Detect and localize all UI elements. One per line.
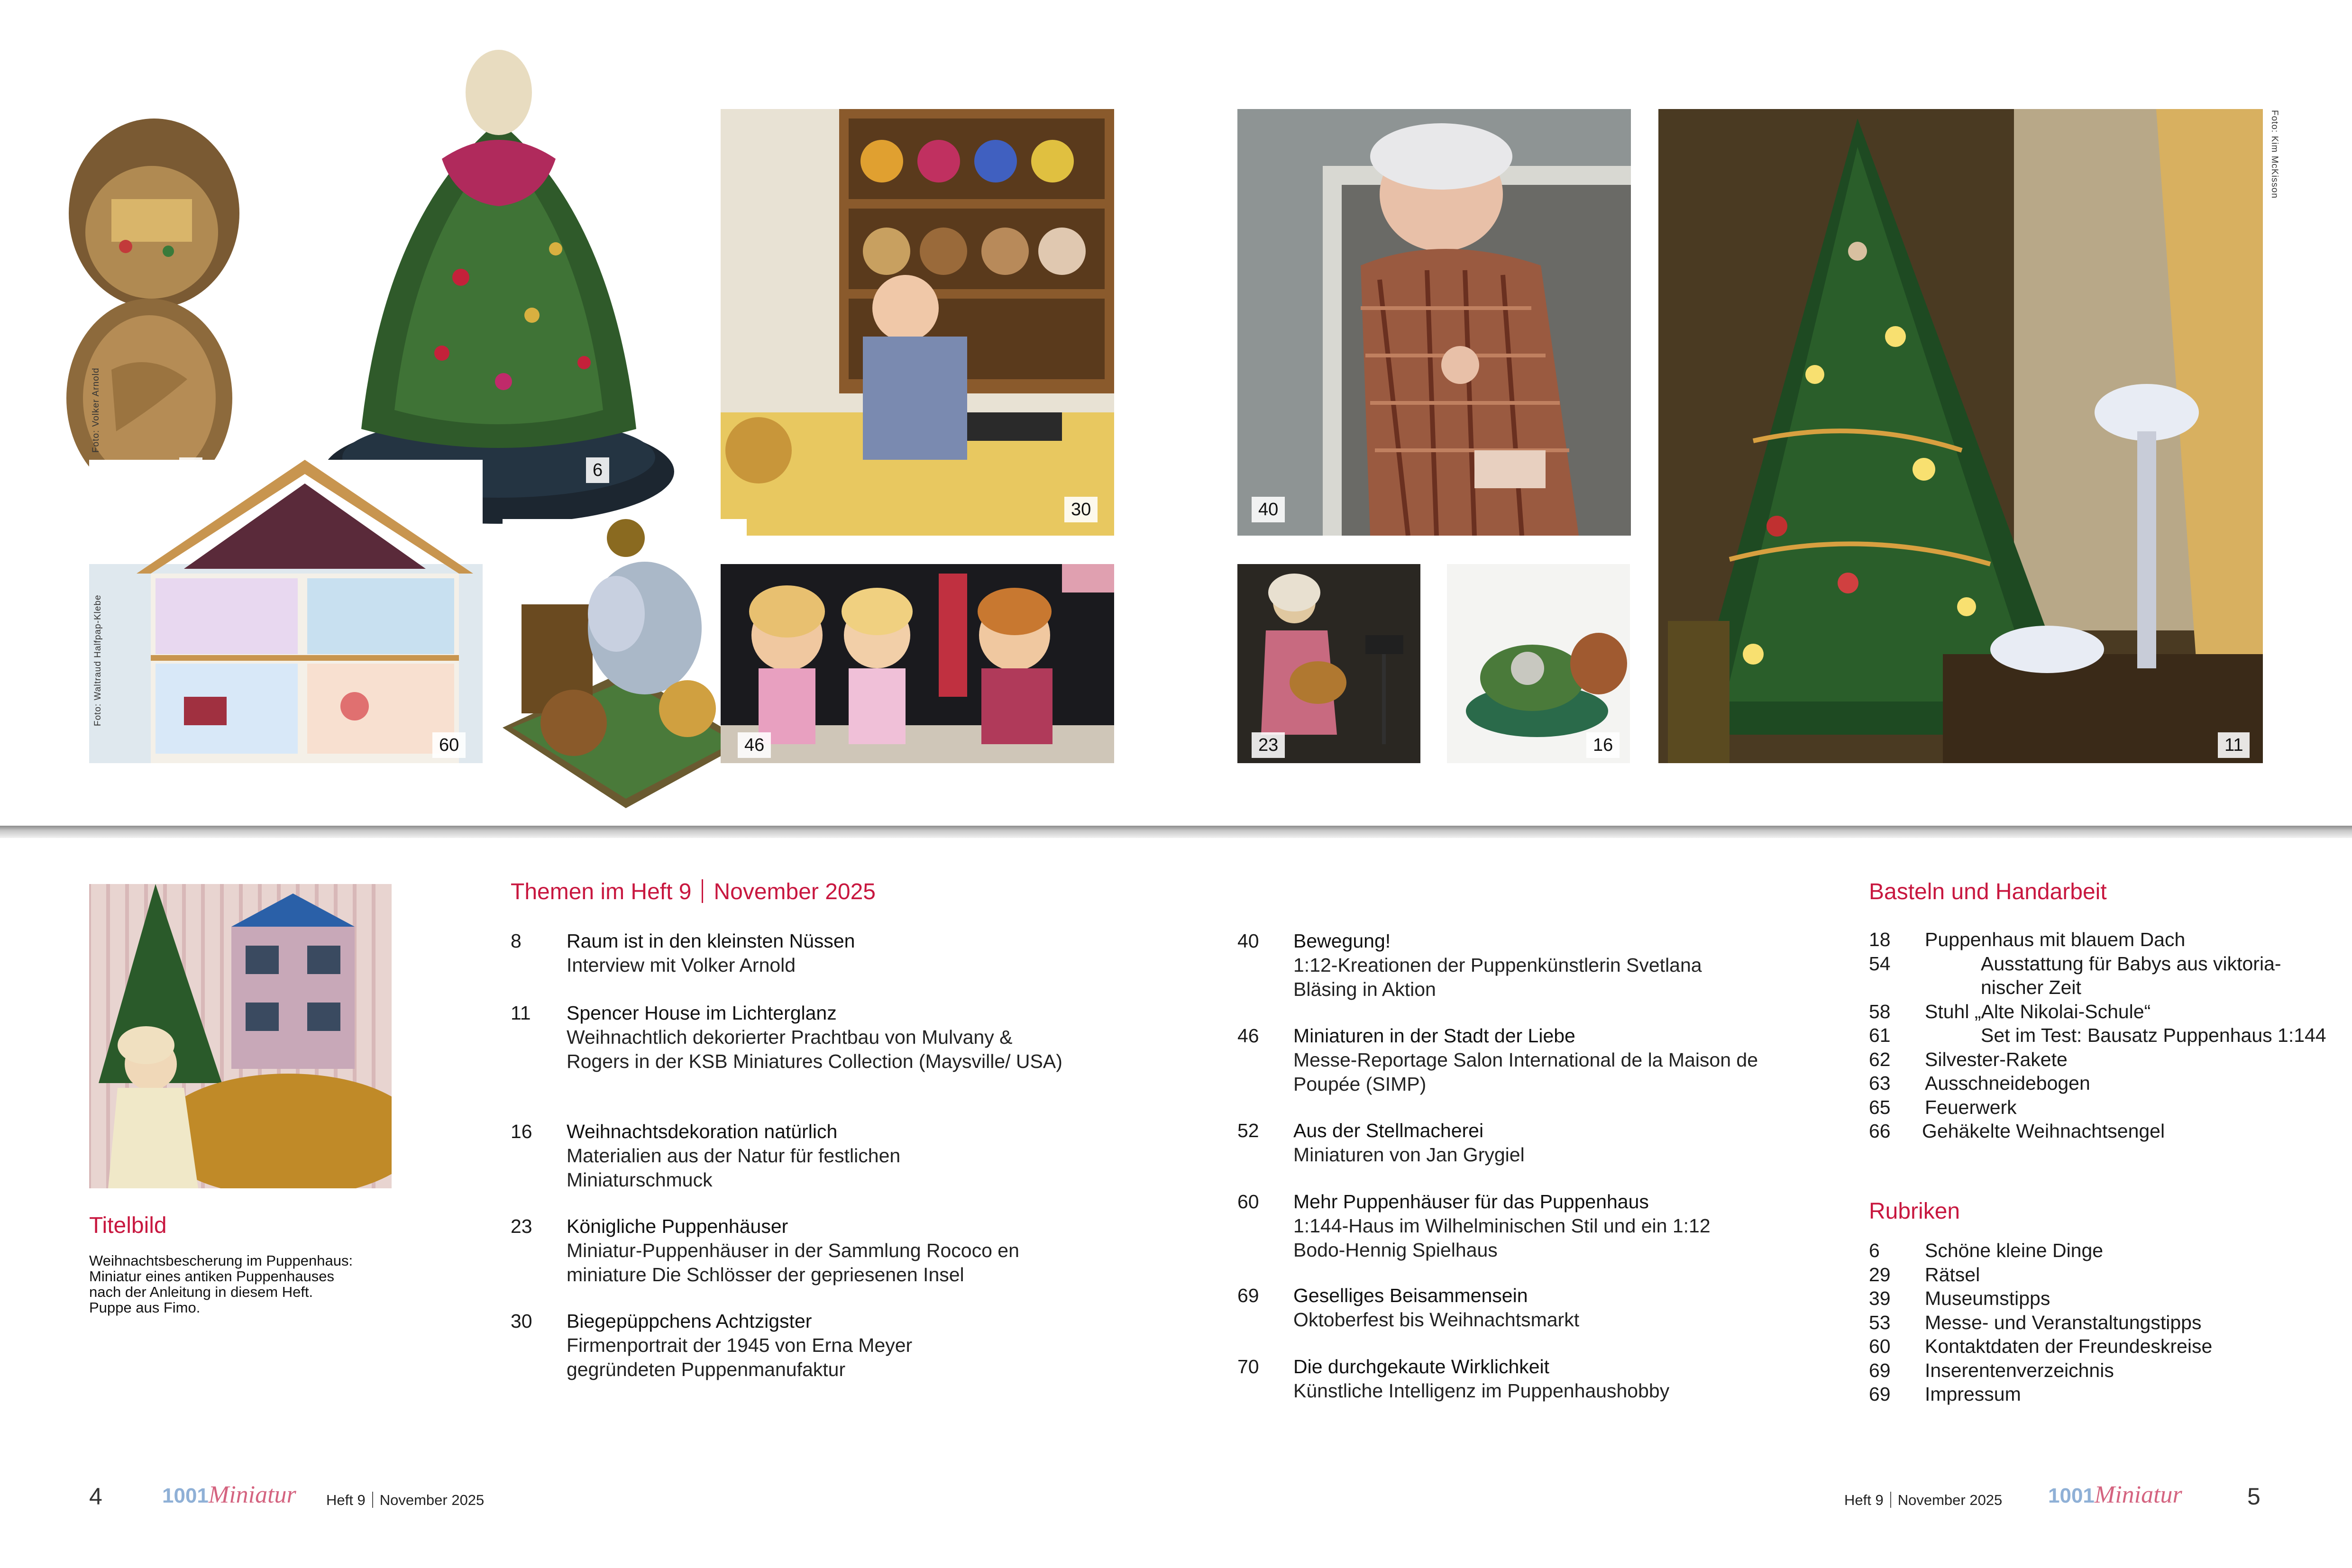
toc-description: Messe-Reportage Salon International de la Maison de Poupée (SIMP): [1293, 1049, 1758, 1095]
heading-separator: [702, 879, 703, 903]
item-page-number: 69: [1869, 1359, 1891, 1381]
basteln-item[interactable]: [1869, 1023, 2326, 1048]
basteln-list: [1869, 928, 2326, 1143]
cover-thumbnail: [89, 884, 392, 1188]
toc-page-number: 69: [1237, 1285, 1259, 1306]
photo-dollhouse: [89, 460, 483, 763]
rubriken-heading: Rubriken: [1869, 1199, 1960, 1224]
item-label: Impressum: [1925, 1383, 2021, 1405]
footer-issue: Heft 9: [326, 1492, 366, 1508]
cover-heading: Titelbild: [89, 1213, 167, 1238]
item-page-number: 18: [1869, 929, 1891, 950]
toc-description: Oktoberfest bis Weihnachtsmarkt: [1293, 1309, 1580, 1331]
photo-page-tag: 60: [432, 732, 466, 758]
cover-caption: [89, 1253, 421, 1315]
item-label: Schöne kleine Dinge: [1925, 1240, 2104, 1261]
item-label: Gehäkelte Weihnachtsengel: [1922, 1120, 2165, 1142]
toc-description: 1:12-Kreationen der Puppenkünstlerin Svetlana Bläsing in Aktion: [1293, 954, 1702, 1000]
footer-date: November 2025: [379, 1492, 485, 1508]
toc-title: Aus der Stellmacherei: [1293, 1120, 1484, 1141]
photo-page-tag: 40: [1252, 497, 1285, 522]
toc-page-number: 60: [1237, 1191, 1259, 1212]
photo-page-tag: 46: [738, 732, 771, 758]
basteln-item[interactable]: [1869, 928, 2305, 952]
photo-dolls: [721, 564, 1114, 763]
item-label: Puppenhaus mit blauem Dach: [1925, 929, 2186, 950]
photo-teddy-shelf: [721, 109, 1114, 536]
photo-page-tag: 6: [586, 457, 609, 483]
item-page-number: 66: [1869, 1120, 1891, 1142]
cover-caption-line: Miniatur eines antiken Puppenhauses: [89, 1268, 335, 1285]
item-label: Feuerwerk: [1925, 1096, 2017, 1118]
toc-heading-date: November 2025: [714, 879, 876, 904]
page-number-left: 4: [89, 1483, 102, 1510]
footer-date: November 2025: [1897, 1492, 2003, 1508]
basteln-item[interactable]: [1869, 1071, 2305, 1095]
item-page-number: 54: [1869, 952, 1891, 975]
rubriken-item[interactable]: [1869, 1286, 2305, 1311]
toc-description: 1:144-Haus im Wilhelminischen Stil und ein 1:12 Bodo-Hennig Spielhaus: [1293, 1215, 1711, 1261]
magazine-logo: [162, 1481, 296, 1509]
photo-elephant: [503, 519, 747, 808]
photo-christmas-tree: [1658, 109, 2263, 763]
rubriken-item[interactable]: [1869, 1311, 2305, 1335]
footer-issue: Heft 9: [1844, 1492, 1884, 1508]
toc-page-number: 16: [511, 1121, 532, 1142]
item-label: Kontaktdaten der Freundeskreise: [1925, 1335, 2213, 1357]
item-page-number: 69: [1869, 1383, 1891, 1405]
item-label: Rätsel: [1925, 1263, 1980, 1285]
item-page-number: 63: [1869, 1072, 1891, 1094]
item-label: Messe- und Veranstaltungstipps: [1925, 1311, 2202, 1333]
toc-page-number: 30: [511, 1310, 532, 1332]
item-page-number: 6: [1869, 1240, 1880, 1261]
toc-description: Materialien aus der Natur für festlichen Miniaturschmuck: [567, 1145, 901, 1191]
item-label: Stuhl „Alte Nikolai-Schule“: [1925, 1000, 2151, 1022]
photo-old-man: [1237, 109, 1631, 536]
item-label: Museumstipps: [1925, 1287, 2050, 1309]
logo-prefix: 1001: [162, 1484, 209, 1507]
item-label: Ausschneidebogen: [1925, 1072, 2090, 1094]
footer-issue-right: [1844, 1492, 2002, 1509]
item-page-number: 60: [1869, 1335, 1891, 1357]
item-label: Ausstattung für Babys aus viktoria-nischer Zeit: [1981, 952, 2281, 998]
footer-separator: [1890, 1492, 1891, 1508]
toc-page-number: 8: [511, 930, 522, 952]
item-page-number: 53: [1869, 1311, 1891, 1333]
basteln-item[interactable]: [1869, 1000, 2305, 1024]
toc-title: Bewegung!: [1293, 930, 1391, 952]
toc-description: Weihnachtlich dekorierter Prachtbau von Mulvany & Rogers in der KSB Miniatures Collection (Maysville/ USA): [567, 1026, 1062, 1072]
photo-walnut: [55, 104, 244, 498]
item-page-number: 29: [1869, 1263, 1891, 1285]
photo-page-tag: 23: [1252, 732, 1285, 758]
basteln-item[interactable]: [1869, 1119, 2305, 1143]
logo-word: Miniatur: [2094, 1481, 2182, 1508]
rubriken-item[interactable]: [1869, 1263, 2305, 1287]
basteln-item[interactable]: [1869, 1048, 2305, 1072]
cover-caption-line: Puppe aus Fimo.: [89, 1299, 201, 1316]
photo-credit: Foto: Kim McKisson: [2270, 110, 2279, 199]
toc-title: Königliche Puppenhäuser: [567, 1215, 788, 1237]
toc-title: Mehr Puppenhäuser für das Puppenhaus: [1293, 1191, 1649, 1212]
toc-title: Raum ist in den kleinsten Nüssen: [567, 930, 855, 952]
toc-title: Geselliges Beisammensein: [1293, 1285, 1528, 1306]
photo-page-tag: 16: [1586, 732, 1620, 758]
rubriken-item[interactable]: [1869, 1334, 2305, 1358]
toc-title: Miniaturen in der Stadt der Liebe: [1293, 1025, 1575, 1047]
toc-page-number: 52: [1237, 1120, 1259, 1141]
logo-prefix: 1001: [2048, 1484, 2095, 1507]
photo-credit: Foto: Waltraud Halfpap-Klebe: [93, 594, 103, 726]
cover-caption-line: nach der Anleitung in diesem Heft.: [89, 1284, 313, 1300]
item-page-number: 39: [1869, 1287, 1891, 1309]
toc-page-number: 40: [1237, 930, 1259, 952]
toc-page-number: 11: [511, 1002, 531, 1024]
toc-description: Miniatur-Puppenhäuser in der Sammlung Rococo en miniature Die Schlösser der gepriesenen Insel: [567, 1240, 1019, 1285]
item-page-number: 58: [1869, 1000, 1891, 1022]
item-label: Inserentenverzeichnis: [1925, 1359, 2114, 1381]
toc-description: Interview mit Volker Arnold: [567, 954, 796, 976]
rubriken-item[interactable]: [1869, 1358, 2305, 1383]
photo-page-tag: 30: [1064, 497, 1098, 522]
page-divider: [0, 826, 2352, 838]
logo-word: Miniatur: [208, 1481, 296, 1508]
toc-title: Biegepüppchens Achtzigster: [567, 1310, 812, 1332]
rubriken-item[interactable]: [1869, 1239, 2305, 1263]
toc-heading-issue: Themen im Heft 9: [511, 879, 692, 904]
photo-tree-dome: [319, 50, 679, 524]
footer-issue-left: [326, 1492, 484, 1509]
toc-title: Spencer House im Lichterglanz: [567, 1002, 837, 1024]
toc-heading: [511, 878, 876, 906]
toc-page-number: 70: [1237, 1356, 1259, 1377]
photo-page-tag: 11: [2218, 732, 2250, 758]
basteln-heading: Basteln und Handarbeit: [1869, 879, 2107, 904]
basteln-item[interactable]: [1869, 952, 2305, 1000]
toc-description: Firmenportrait der 1945 von Erna Meyer gegründeten Puppenmanufaktur: [567, 1334, 913, 1380]
rubriken-list: [1869, 1239, 2305, 1406]
item-page-number: 61: [1869, 1024, 1891, 1046]
magazine-logo: [2048, 1481, 2182, 1509]
item-page-number: 62: [1869, 1048, 1891, 1070]
toc-description: Miniaturen von Jan Grygiel: [1293, 1144, 1525, 1166]
rubriken-item[interactable]: [1869, 1382, 2305, 1406]
basteln-item[interactable]: [1869, 1095, 2305, 1120]
toc-title: Weihnachtsdekoration natürlich: [567, 1121, 838, 1142]
toc-description: Künstliche Intelligenz im Puppenhaushobby: [1293, 1380, 1670, 1402]
item-label: Silvester-Rakete: [1925, 1048, 2068, 1070]
toc-page-number: 23: [511, 1215, 532, 1237]
photo-credit: Foto: Volker Arnold: [91, 367, 101, 453]
footer-separator: [372, 1492, 373, 1508]
toc-page-number: 46: [1237, 1025, 1259, 1047]
page-number-right: 5: [2247, 1483, 2260, 1510]
toc-title: Die durchgekaute Wirklichkeit: [1293, 1356, 1550, 1377]
cover-caption-line: Weihnachtsbescherung im Puppenhaus:: [89, 1252, 353, 1269]
item-page-number: 65: [1869, 1096, 1891, 1118]
item-label: Set im Test: Bausatz Puppenhaus 1:144: [1981, 1024, 2326, 1046]
